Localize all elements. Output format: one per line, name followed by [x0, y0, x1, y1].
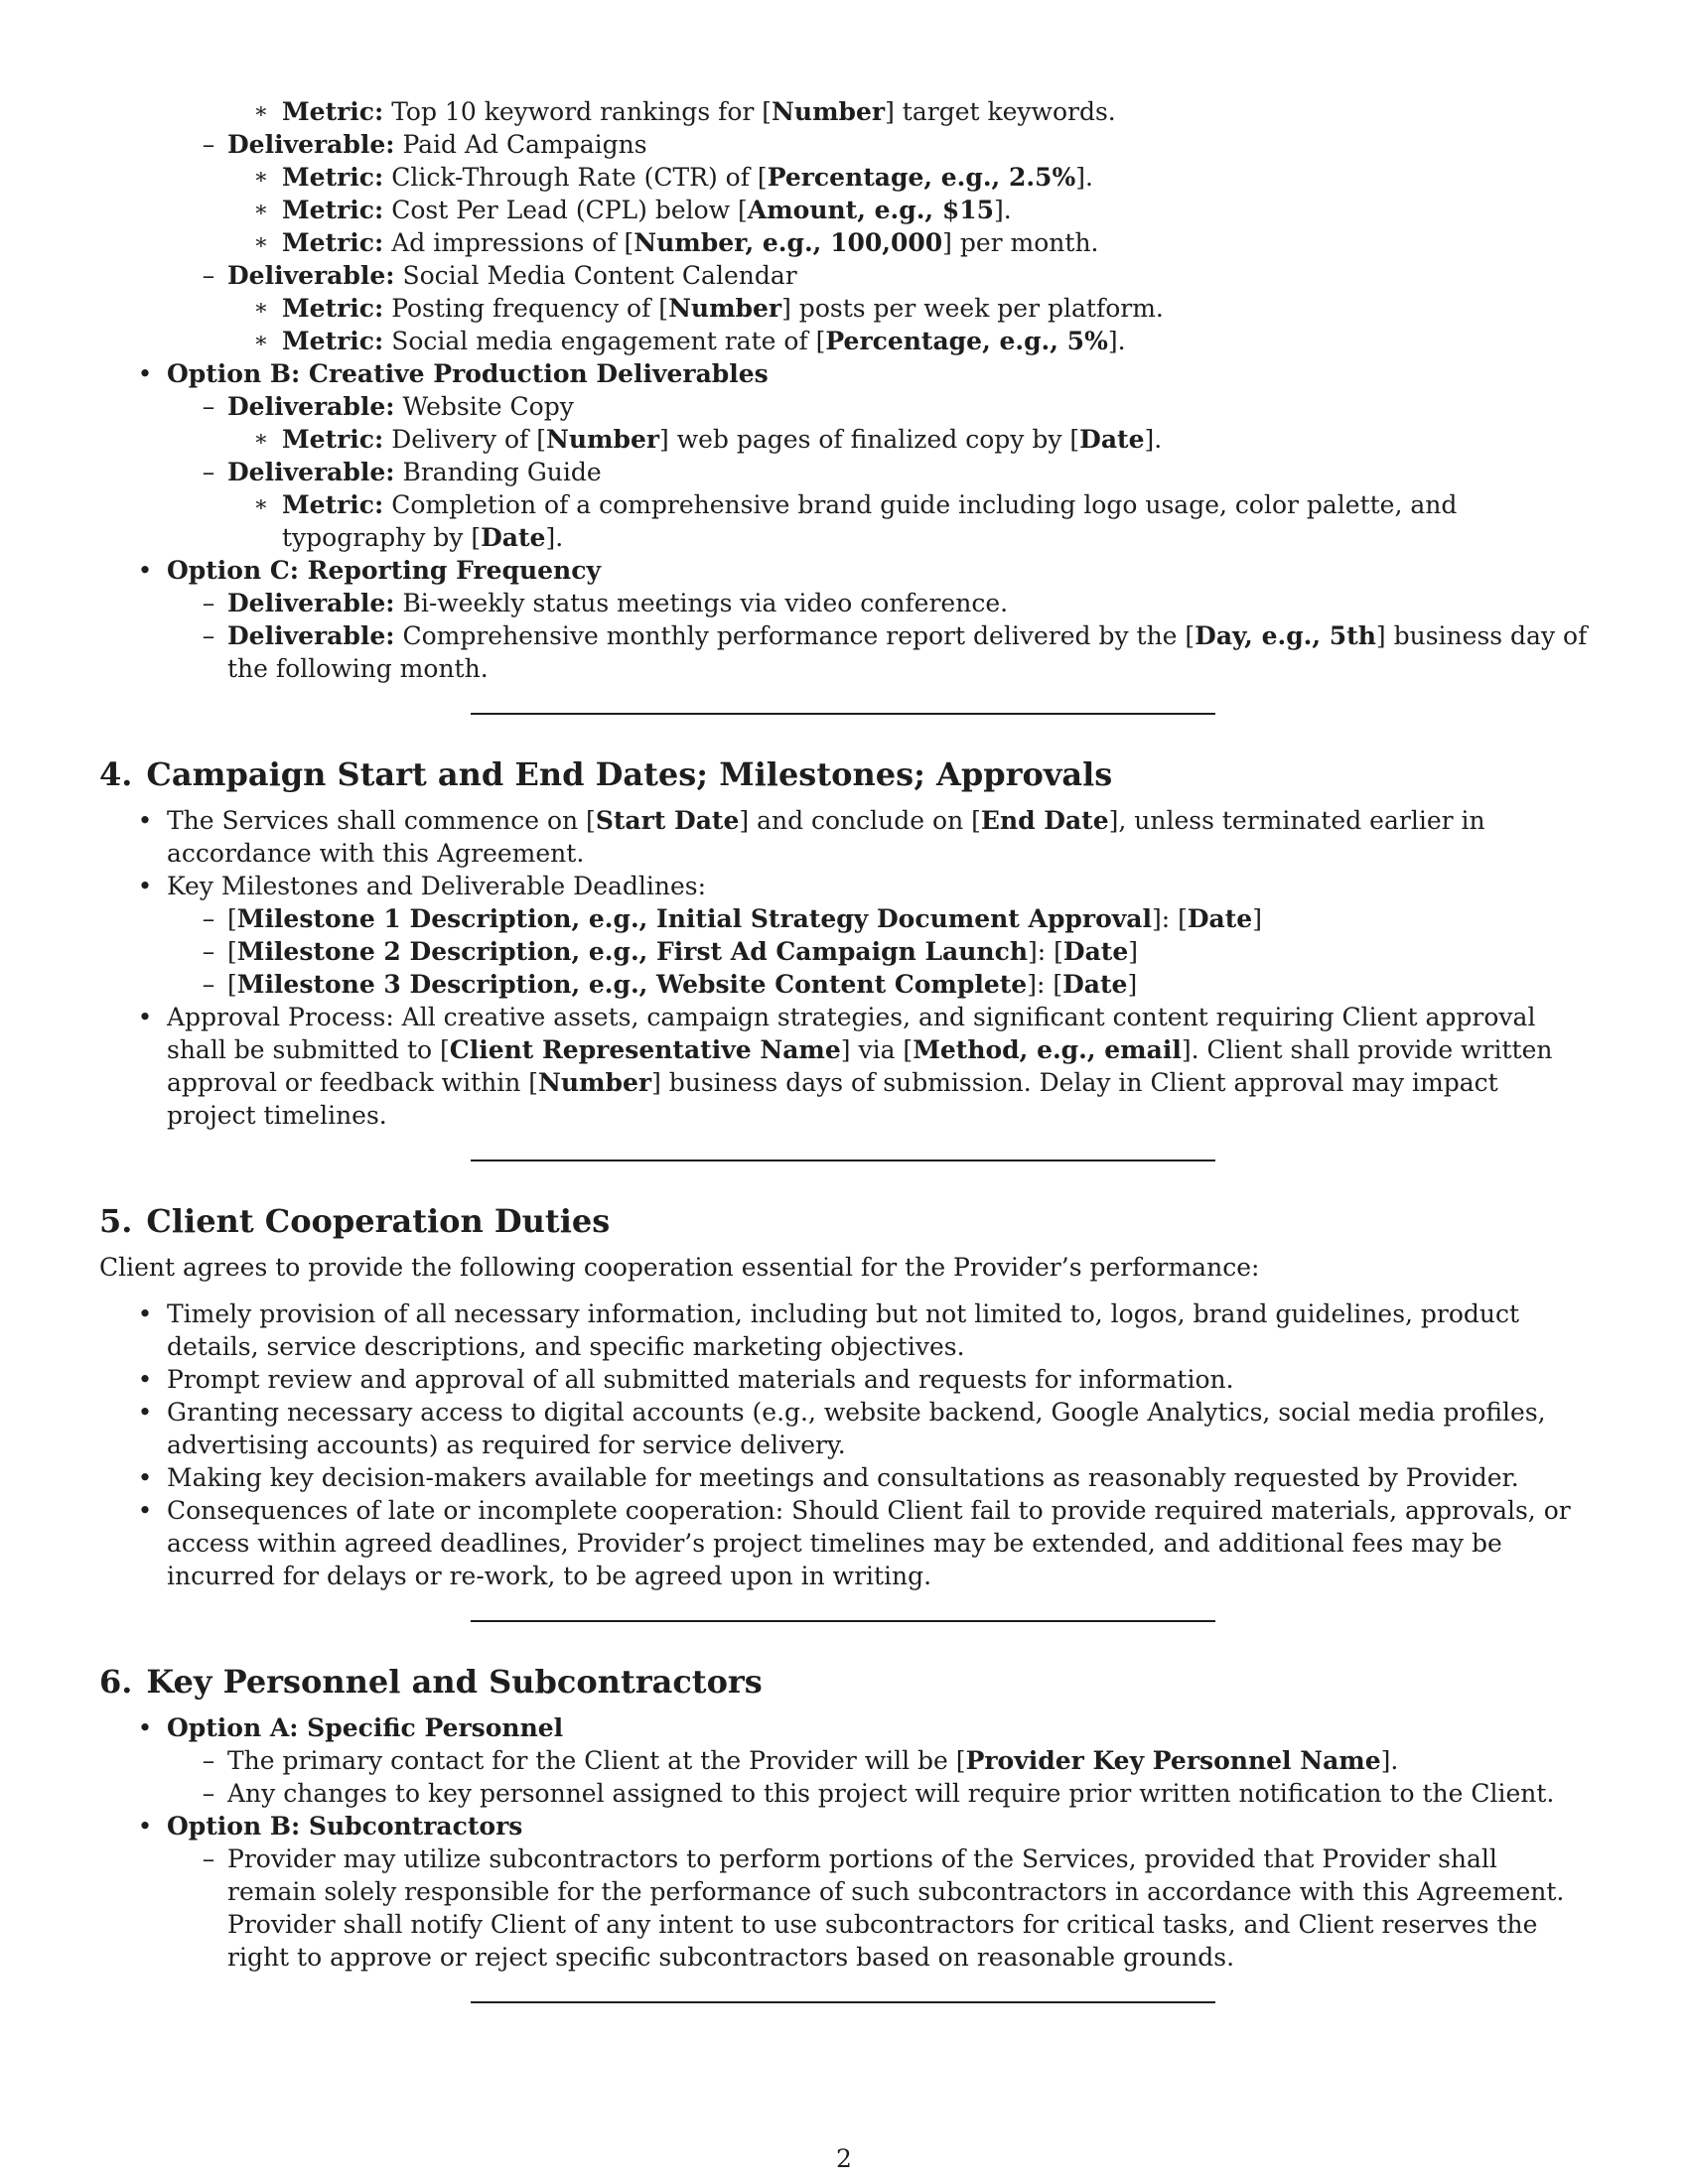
section-heading: 4. Campaign Start and End Dates; Milestones; Approvals — [99, 755, 1113, 793]
list-item: – Deliverable: Bi-weekly status meetings via video conference. — [99, 587, 1589, 619]
milestone-item: – [Milestone 3 Description, e.g., Website Content Complete]: [Date] — [99, 968, 1589, 1001]
list-item: • Consequences of late or incomplete cooperation: Should Client fail to provide required materials, approvals, or access within agreed deadlines, Provider’s project timelines may be extended, and additional fees may be incurred for delays or re-work, to be agreed upon in writing. — [99, 1494, 1589, 1592]
list-item: ∗ Metric: Top 10 keyword rankings for [Number] target keywords. — [99, 95, 1589, 128]
list-item: ∗ Metric: Social media engagement rate of [Percentage, e.g., 5%]. — [99, 325, 1589, 357]
star-marker: ∗ — [253, 296, 269, 321]
list-item: • Approval Process: All creative assets, campaign strategies, and significant content requiring Client approval shall be submitted to [Client Representative Name] via [Method, e.g., email]. Client shall provide written approval or feedback within [Number] business days of submission. Delay in Client approval may impact project timelines. — [99, 1001, 1589, 1132]
document-page — [99, 95, 1589, 2003]
list-item: – Deliverable: Website Copy — [99, 390, 1589, 423]
list-item: ∗ Metric: Ad impressions of [Number, e.g., 100,000] per month. — [99, 226, 1589, 259]
list-item: ∗ Metric: Click-Through Rate (CTR) of [Percentage, e.g., 2.5%]. — [99, 161, 1589, 194]
list-item: – Any changes to key personnel assigned to this project will require prior written notification to the Client. — [99, 1777, 1589, 1810]
star-marker: ∗ — [253, 427, 269, 452]
section-divider — [471, 1620, 1215, 1622]
section-heading: 6. Key Personnel and Subcontractors — [99, 1663, 763, 1701]
star-marker: ∗ — [253, 329, 269, 353]
star-marker: ∗ — [253, 198, 269, 222]
milestone-item: – [Milestone 2 Description, e.g., First Ad Campaign Launch]: [Date] — [99, 935, 1589, 968]
star-marker: ∗ — [253, 165, 269, 190]
list-item: – Deliverable: Social Media Content Calendar — [99, 259, 1589, 292]
list-item: • Making key decision-makers available for meetings and consultations as reasonably requested by Provider. — [99, 1461, 1589, 1494]
list-item: • Option A: Specific Personnel — [99, 1711, 1589, 1744]
dash-marker: – — [202, 937, 215, 966]
bullet-marker: • — [137, 1003, 153, 1031]
bullet-marker: • — [137, 872, 153, 900]
list-item: – Deliverable: Comprehensive monthly performance report delivered by the [Day, e.g., 5th] business day of the following month. — [99, 619, 1589, 685]
list-item: – Deliverable: Paid Ad Campaigns — [99, 128, 1589, 161]
list-item: – Provider may utilize subcontractors to perform portions of the Services, provided that Provider shall remain solely responsible for the performance of such subcontractors in accordance with this Agreement. Provider shall notify Client of any intent to use subcontractors for critical tasks, and Client reserves the right to approve or reject specific subcontractors based on reasonable grounds. — [99, 1843, 1589, 1974]
dash-marker: – — [202, 904, 215, 933]
list-item: ∗ Metric: Posting frequency of [Number] posts per week per platform. — [99, 292, 1589, 325]
star-marker: ∗ — [253, 230, 269, 255]
dash-marker: – — [202, 130, 215, 159]
list-item: • Option C: Reporting Frequency — [99, 554, 1589, 587]
list-item: ∗ Metric: Delivery of [Number] web pages of finalized copy by [Date]. — [99, 423, 1589, 456]
list-item: • Key Milestones and Deliverable Deadlines: — [99, 870, 1589, 902]
dash-marker: – — [202, 621, 215, 650]
list-item: • Option B: Creative Production Deliverables — [99, 357, 1589, 390]
bullet-marker: • — [137, 359, 153, 388]
list-item: ∗ Metric: Completion of a comprehensive brand guide including logo usage, color palette, and typography by [Date]. — [99, 488, 1589, 554]
milestone-item: – [Milestone 1 Description, e.g., Initial Strategy Document Approval]: [Date] — [99, 902, 1589, 935]
dash-marker: – — [202, 1746, 215, 1775]
list-item: • Option B: Subcontractors — [99, 1810, 1589, 1843]
dash-marker: – — [202, 970, 215, 999]
bullet-marker: • — [137, 1812, 153, 1841]
list-item: • Granting necessary access to digital accounts (e.g., website backend, Google Analytics, social media profiles, advertising accounts) as required for service delivery. — [99, 1396, 1589, 1461]
bullet-marker: • — [137, 1496, 153, 1525]
bullet-marker: • — [137, 556, 153, 585]
bullet-marker: • — [137, 1713, 153, 1742]
list-item: – Deliverable: Branding Guide — [99, 456, 1589, 488]
section-heading: 5. Client Cooperation Duties — [99, 1202, 611, 1240]
bullet-marker: • — [137, 1365, 153, 1394]
section-divider — [471, 1160, 1215, 1161]
dash-marker: – — [202, 589, 215, 617]
list-item: ∗ Metric: Cost Per Lead (CPL) below [Amount, e.g., $15]. — [99, 194, 1589, 226]
dash-marker: – — [202, 392, 215, 421]
list-item: • The Services shall commence on [Start Date] and conclude on [End Date], unless terminated earlier in accordance with this Agreement. — [99, 804, 1589, 870]
bullet-marker: • — [137, 806, 153, 835]
bullet-marker: • — [137, 1398, 153, 1427]
intro-paragraph: Client agrees to provide the following cooperation essential for the Provider’s performance: — [99, 1253, 1260, 1282]
star-marker: ∗ — [253, 99, 269, 124]
page-number: 2 — [836, 2144, 852, 2173]
bullet-marker: • — [137, 1299, 153, 1328]
dash-marker: – — [202, 1844, 215, 1873]
star-marker: ∗ — [253, 492, 269, 517]
list-item: • Prompt review and approval of all submitted materials and requests for information. — [99, 1363, 1589, 1396]
list-item: – The primary contact for the Client at the Provider will be [Provider Key Personnel Name]. — [99, 1744, 1589, 1777]
dash-marker: – — [202, 458, 215, 486]
section-divider — [471, 713, 1215, 715]
list-item: • Timely provision of all necessary information, including but not limited to, logos, brand guidelines, product details, service descriptions, and specific marketing objectives. — [99, 1297, 1589, 1363]
dash-marker: – — [202, 1779, 215, 1808]
section-divider — [471, 2001, 1215, 2003]
dash-marker: – — [202, 261, 215, 290]
bullet-marker: • — [137, 1463, 153, 1492]
